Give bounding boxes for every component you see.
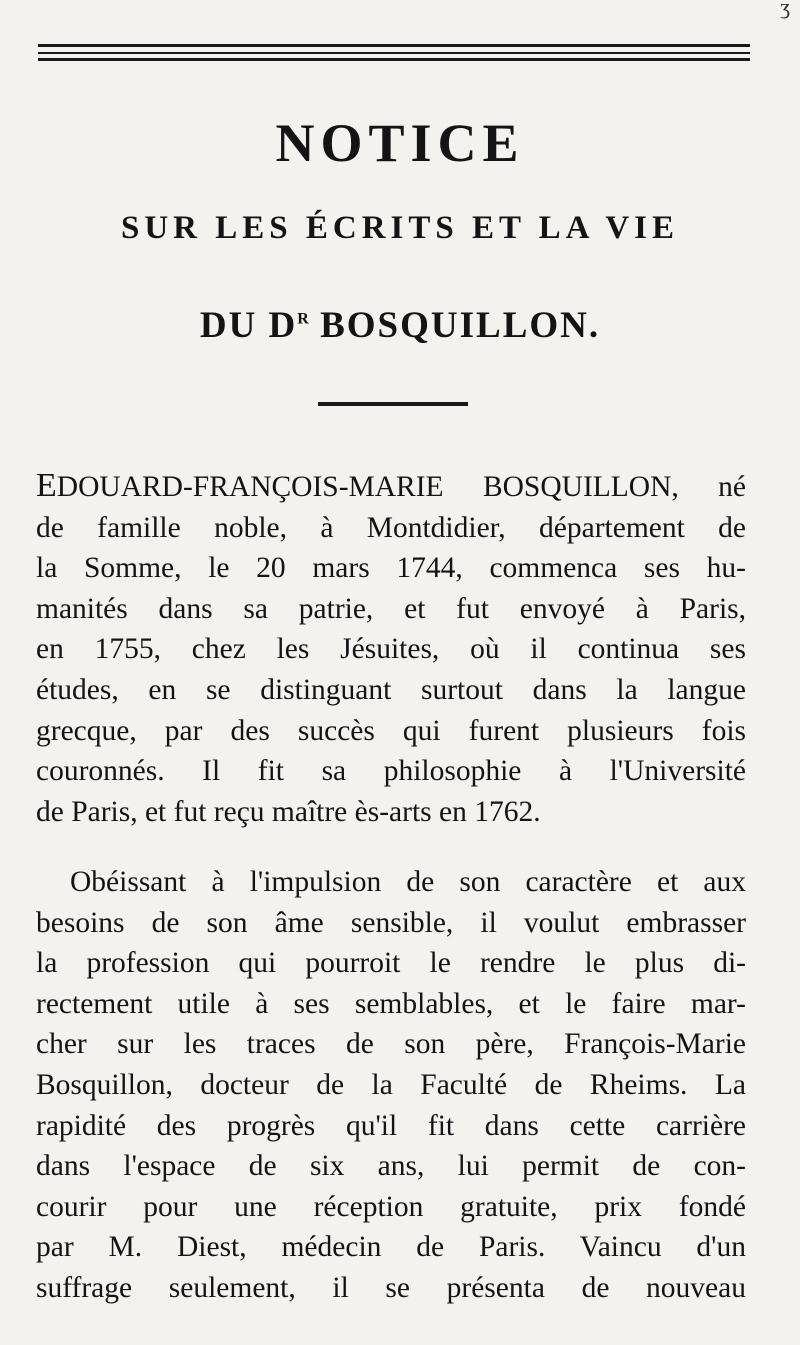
subtitle-superscript: R [297, 310, 309, 328]
section-divider [318, 402, 468, 406]
header-rule [38, 58, 750, 61]
page-subtitle-name [0, 304, 800, 347]
text-line: la profession qui pourroit le rendre le plus di- [36, 947, 746, 980]
text-line: Bosquillon, docteur de la Faculté de Rheims. La [36, 1068, 746, 1101]
text-line: suffrage seulement, il se présenta de nouveau [36, 1271, 746, 1304]
text-line: de famille noble, à Montdidier, département de [36, 511, 746, 544]
drop-initial: E [36, 467, 57, 504]
text-line-content: DOUARD-FRANÇOIS-MARIE BOSQUILLON, né [56, 471, 746, 503]
text-line: besoins de son âme sensible, il voulut embrasser [36, 906, 746, 939]
header-rule [38, 52, 750, 54]
header-rule [38, 44, 750, 47]
text-line [36, 466, 746, 508]
text-line: Obéissant à l'impulsion de son caractère et aux [70, 866, 746, 898]
text-line: courir pour une réception gratuite, prix fondé [36, 1190, 746, 1223]
text-line: manités dans sa patrie, et fut envoyé à Paris, [36, 592, 746, 625]
page-subtitle: SUR LES ÉCRITS ET LA VIE [120, 210, 680, 246]
text-line: de Paris, et fut reçu maître ès-arts en 1762. [36, 795, 541, 828]
text-line: grecque, par des succès qui furent plusieurs fois [36, 714, 746, 747]
text-line: couronnés. Il fit sa philosophie à l'Université [36, 755, 746, 788]
subtitle-prefix: DU D [199, 305, 298, 346]
text-line: la Somme, le 20 mars 1744, commenca ses hu- [36, 552, 746, 585]
text-line: en 1755, chez les Jésuites, où il continua ses [36, 633, 746, 666]
text-line: études, en se distinguant surtout dans la langue [36, 673, 746, 706]
page-corner-mark: ʒ [780, 0, 790, 19]
paragraph-2 [36, 862, 746, 1309]
text-line: rapidité des progrès qu'il fit dans cette carrière [36, 1109, 746, 1142]
page-title: NOTICE [275, 113, 525, 173]
text-line: dans l'espace de six ans, lui permit de con- [36, 1150, 746, 1183]
text-line: cher sur les traces de son père, François-Marie [36, 1028, 746, 1061]
subtitle-surname: BOSQUILLON. [308, 305, 601, 346]
paragraph-1 [36, 466, 746, 832]
text-line: par M. Diest, médecin de Paris. Vaincu d'un [36, 1231, 746, 1264]
text-line: rectement utile à ses semblables, et le faire mar- [36, 987, 746, 1020]
